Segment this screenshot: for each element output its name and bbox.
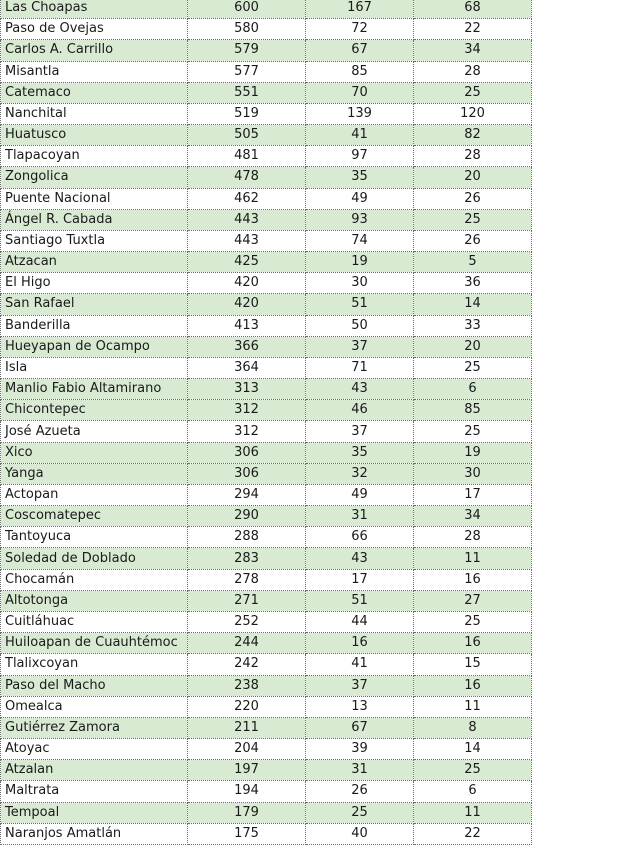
value-cell-2: 19: [306, 252, 414, 273]
municipality-cell: José Azueta: [1, 421, 188, 442]
value-cell-1: 481: [188, 146, 306, 167]
value-cell-3: 25: [414, 357, 532, 378]
value-cell-2: 44: [306, 611, 414, 632]
value-cell-2: 67: [306, 40, 414, 61]
value-cell-3: 27: [414, 590, 532, 611]
table-row: [1, 379, 532, 400]
table-row: [1, 463, 532, 484]
municipality-cell: Carlos A. Carrillo: [1, 40, 188, 61]
value-cell-1: 505: [188, 125, 306, 146]
value-cell-2: 32: [306, 463, 414, 484]
municipality-cell: Banderilla: [1, 315, 188, 336]
value-cell-1: 579: [188, 40, 306, 61]
municipality-cell: Actopan: [1, 484, 188, 505]
table-row: [1, 125, 532, 146]
value-cell-2: 85: [306, 61, 414, 82]
municipality-cell: Huatusco: [1, 125, 188, 146]
value-cell-1: 413: [188, 315, 306, 336]
table-row: [1, 506, 532, 527]
table-row: [1, 548, 532, 569]
value-cell-3: 33: [414, 315, 532, 336]
value-cell-1: 294: [188, 484, 306, 505]
value-cell-3: 11: [414, 802, 532, 823]
value-cell-3: 22: [414, 823, 532, 844]
value-cell-3: 30: [414, 463, 532, 484]
table-row: [1, 103, 532, 124]
value-cell-1: 204: [188, 739, 306, 760]
table-row: [1, 739, 532, 760]
value-cell-1: 197: [188, 760, 306, 781]
value-cell-2: 139: [306, 103, 414, 124]
municipality-cell: Tlalixcoyan: [1, 654, 188, 675]
value-cell-2: 70: [306, 82, 414, 103]
value-cell-2: 67: [306, 717, 414, 738]
value-cell-3: 85: [414, 400, 532, 421]
value-cell-1: 313: [188, 379, 306, 400]
municipality-cell: Ángel R. Cabada: [1, 209, 188, 230]
value-cell-3: 28: [414, 527, 532, 548]
municipality-cell: Naranjos Amatlán: [1, 823, 188, 844]
value-cell-3: 25: [414, 209, 532, 230]
value-cell-3: 26: [414, 230, 532, 251]
value-cell-2: 17: [306, 569, 414, 590]
value-cell-3: 28: [414, 146, 532, 167]
value-cell-1: 220: [188, 696, 306, 717]
value-cell-1: 194: [188, 781, 306, 802]
value-cell-3: 25: [414, 421, 532, 442]
table-row: [1, 823, 532, 844]
value-cell-2: 13: [306, 696, 414, 717]
value-cell-2: 31: [306, 506, 414, 527]
value-cell-1: 306: [188, 463, 306, 484]
value-cell-1: 577: [188, 61, 306, 82]
value-cell-1: 288: [188, 527, 306, 548]
table-row: [1, 654, 532, 675]
table-row: [1, 633, 532, 654]
value-cell-2: 50: [306, 315, 414, 336]
municipality-cell: Gutiérrez Zamora: [1, 717, 188, 738]
table-row: [1, 273, 532, 294]
value-cell-2: 31: [306, 760, 414, 781]
value-cell-1: 425: [188, 252, 306, 273]
municipality-cell: Maltrata: [1, 781, 188, 802]
value-cell-1: 278: [188, 569, 306, 590]
value-cell-3: 25: [414, 82, 532, 103]
value-cell-2: 74: [306, 230, 414, 251]
value-cell-3: 6: [414, 781, 532, 802]
table-row: [1, 188, 532, 209]
municipality-cell: Nanchital: [1, 103, 188, 124]
value-cell-3: 34: [414, 506, 532, 527]
value-cell-3: 34: [414, 40, 532, 61]
value-cell-1: 312: [188, 400, 306, 421]
value-cell-3: 120: [414, 103, 532, 124]
value-cell-2: 66: [306, 527, 414, 548]
table-row: [1, 294, 532, 315]
table-row: [1, 315, 532, 336]
municipality-cell: Tantoyuca: [1, 527, 188, 548]
table-row: [1, 421, 532, 442]
value-cell-1: 175: [188, 823, 306, 844]
municipality-cell: Xico: [1, 442, 188, 463]
municipality-cell: Cuitláhuac: [1, 611, 188, 632]
value-cell-2: 51: [306, 294, 414, 315]
value-cell-1: 283: [188, 548, 306, 569]
municipality-cell: Coscomatepec: [1, 506, 188, 527]
municipality-cell: Las Choapas: [1, 0, 188, 19]
value-cell-3: 6: [414, 379, 532, 400]
value-cell-2: 43: [306, 379, 414, 400]
value-cell-1: 306: [188, 442, 306, 463]
municipality-cell: Omealca: [1, 696, 188, 717]
value-cell-3: 14: [414, 294, 532, 315]
table-row: [1, 40, 532, 61]
value-cell-3: 36: [414, 273, 532, 294]
table-row: [1, 209, 532, 230]
value-cell-3: 16: [414, 675, 532, 696]
municipality-cell: Paso del Macho: [1, 675, 188, 696]
value-cell-2: 16: [306, 633, 414, 654]
table-row: [1, 400, 532, 421]
table-row: [1, 484, 532, 505]
value-cell-1: 551: [188, 82, 306, 103]
value-cell-2: 93: [306, 209, 414, 230]
municipality-cell: Atoyac: [1, 739, 188, 760]
municipality-cell: Atzalan: [1, 760, 188, 781]
value-cell-2: 37: [306, 336, 414, 357]
value-cell-2: 97: [306, 146, 414, 167]
value-cell-2: 30: [306, 273, 414, 294]
value-cell-1: 420: [188, 294, 306, 315]
value-cell-3: 8: [414, 717, 532, 738]
value-cell-2: 49: [306, 188, 414, 209]
table-row: [1, 19, 532, 40]
value-cell-2: 40: [306, 823, 414, 844]
value-cell-3: 20: [414, 336, 532, 357]
value-cell-1: 462: [188, 188, 306, 209]
value-cell-1: 364: [188, 357, 306, 378]
municipality-cell: Chocamán: [1, 569, 188, 590]
value-cell-3: 11: [414, 696, 532, 717]
value-cell-2: 35: [306, 442, 414, 463]
table-row: [1, 167, 532, 188]
value-cell-3: 16: [414, 633, 532, 654]
municipality-cell: Isla: [1, 357, 188, 378]
table-row: [1, 569, 532, 590]
value-cell-2: 51: [306, 590, 414, 611]
value-cell-1: 179: [188, 802, 306, 823]
value-cell-3: 11: [414, 548, 532, 569]
value-cell-3: 82: [414, 125, 532, 146]
municipality-cell: Puente Nacional: [1, 188, 188, 209]
value-cell-1: 271: [188, 590, 306, 611]
municipality-cell: El Higo: [1, 273, 188, 294]
table-row: [1, 802, 532, 823]
table-row: [1, 252, 532, 273]
municipality-cell: Manlio Fabio Altamirano: [1, 379, 188, 400]
table-row: [1, 781, 532, 802]
municipality-cell: Misantla: [1, 61, 188, 82]
value-cell-2: 41: [306, 654, 414, 675]
municipality-cell: Paso de Ovejas: [1, 19, 188, 40]
municipality-cell: San Rafael: [1, 294, 188, 315]
municipality-cell: Atzacan: [1, 252, 188, 273]
value-cell-2: 49: [306, 484, 414, 505]
table-row: [1, 82, 532, 103]
value-cell-3: 28: [414, 61, 532, 82]
value-cell-3: 68: [414, 0, 532, 19]
table-row: [1, 357, 532, 378]
table-row: [1, 61, 532, 82]
value-cell-3: 25: [414, 611, 532, 632]
municipality-cell: Altotonga: [1, 590, 188, 611]
table-row: [1, 696, 532, 717]
table-row: [1, 230, 532, 251]
value-cell-3: 15: [414, 654, 532, 675]
value-cell-2: 37: [306, 675, 414, 696]
value-cell-3: 5: [414, 252, 532, 273]
municipality-cell: Zongolica: [1, 167, 188, 188]
value-cell-1: 443: [188, 230, 306, 251]
municipality-cell: Santiago Tuxtla: [1, 230, 188, 251]
table-row: [1, 675, 532, 696]
table-row: [1, 717, 532, 738]
value-cell-2: 43: [306, 548, 414, 569]
value-cell-1: 519: [188, 103, 306, 124]
value-cell-1: 478: [188, 167, 306, 188]
municipality-cell: Yanga: [1, 463, 188, 484]
value-cell-3: 19: [414, 442, 532, 463]
municipality-cell: Chicontepec: [1, 400, 188, 421]
value-cell-2: 26: [306, 781, 414, 802]
value-cell-2: 37: [306, 421, 414, 442]
value-cell-1: 252: [188, 611, 306, 632]
value-cell-3: 17: [414, 484, 532, 505]
value-cell-2: 39: [306, 739, 414, 760]
table-row: [1, 590, 532, 611]
value-cell-1: 242: [188, 654, 306, 675]
value-cell-2: 41: [306, 125, 414, 146]
value-cell-3: 26: [414, 188, 532, 209]
value-cell-3: 14: [414, 739, 532, 760]
value-cell-2: 35: [306, 167, 414, 188]
table-row: [1, 0, 532, 19]
value-cell-1: 420: [188, 273, 306, 294]
value-cell-3: 25: [414, 760, 532, 781]
value-cell-2: 72: [306, 19, 414, 40]
value-cell-2: 46: [306, 400, 414, 421]
table-row: [1, 146, 532, 167]
municipality-cell: Huiloapan de Cuauhtémoc: [1, 633, 188, 654]
municipality-cell: Soledad de Doblado: [1, 548, 188, 569]
value-cell-1: 238: [188, 675, 306, 696]
table-row: [1, 760, 532, 781]
municipality-cell: Tempoal: [1, 802, 188, 823]
municipality-cell: Hueyapan de Ocampo: [1, 336, 188, 357]
municipality-cell: Catemaco: [1, 82, 188, 103]
value-cell-2: 71: [306, 357, 414, 378]
value-cell-1: 290: [188, 506, 306, 527]
value-cell-1: 312: [188, 421, 306, 442]
municipality-cell: Tlapacoyan: [1, 146, 188, 167]
table-body: [1, 0, 532, 844]
value-cell-1: 211: [188, 717, 306, 738]
value-cell-1: 366: [188, 336, 306, 357]
table-row: [1, 527, 532, 548]
value-cell-3: 22: [414, 19, 532, 40]
value-cell-1: 600: [188, 0, 306, 19]
value-cell-2: 167: [306, 0, 414, 19]
value-cell-1: 443: [188, 209, 306, 230]
value-cell-3: 16: [414, 569, 532, 590]
value-cell-1: 580: [188, 19, 306, 40]
table-row: [1, 442, 532, 463]
value-cell-1: 244: [188, 633, 306, 654]
value-cell-3: 20: [414, 167, 532, 188]
table-row: [1, 336, 532, 357]
table-row: [1, 611, 532, 632]
value-cell-2: 25: [306, 802, 414, 823]
